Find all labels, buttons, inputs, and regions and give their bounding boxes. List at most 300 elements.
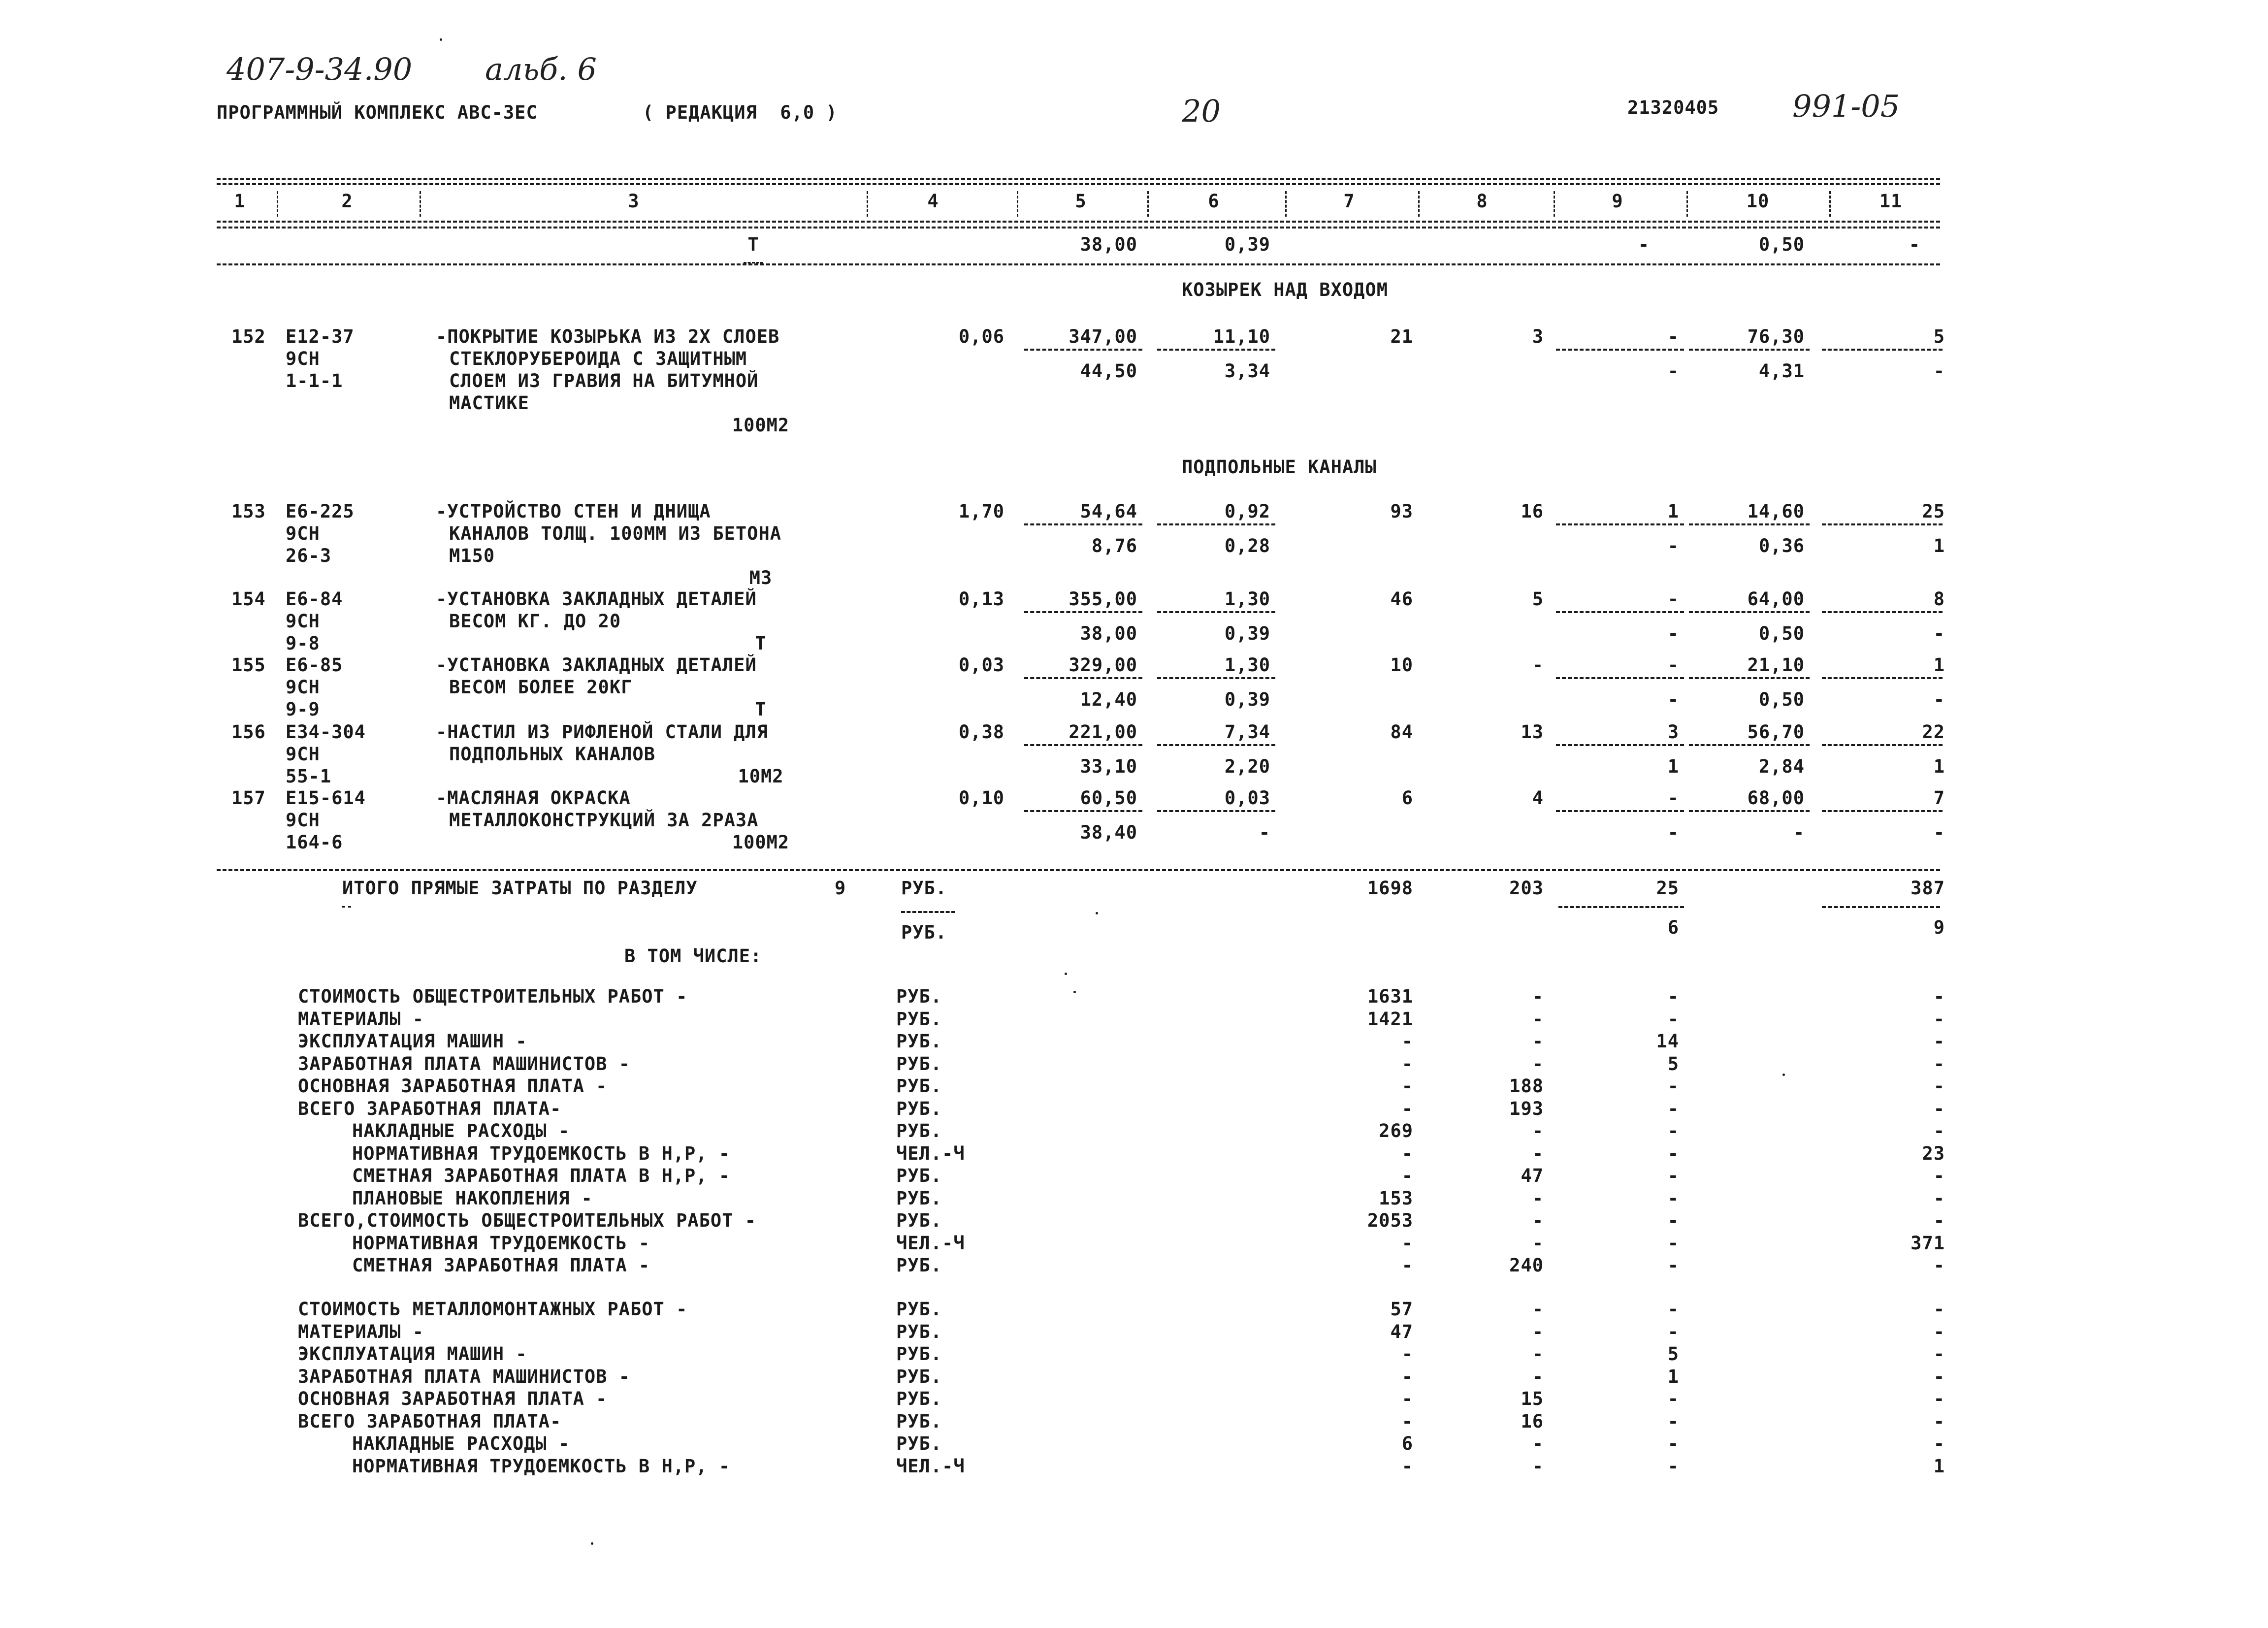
summary-label: ВСЕГО,СТОИМОСТЬ ОБЩЕСТРОИТЕЛЬНЫХ РАБОТ - xyxy=(298,1210,757,1231)
column-separator xyxy=(1147,191,1149,217)
item-rate-book: 9СН xyxy=(286,744,320,765)
item-c7-main: 93 xyxy=(1390,501,1413,522)
summary-unit: РУБ. xyxy=(896,1075,942,1097)
summary-c11: - xyxy=(1933,1410,1945,1432)
item-c7-main: 84 xyxy=(1390,721,1413,743)
summary-c7: - xyxy=(1401,1031,1413,1052)
item-c6-wage: 0,39 xyxy=(1224,689,1270,710)
column-header-5: 5 xyxy=(1075,191,1087,212)
summary-unit: РУБ. xyxy=(896,1165,942,1186)
summary-c7: 2053 xyxy=(1367,1210,1413,1231)
total-unit-2: РУБ. xyxy=(901,922,947,943)
item-rule-c9 xyxy=(1556,677,1684,679)
summary-c8: - xyxy=(1532,1321,1544,1342)
item-c11-main: 25 xyxy=(1922,501,1945,522)
summary-unit: РУБ. xyxy=(896,1120,942,1141)
summary-unit: ЧЕЛ.-Ч xyxy=(896,1232,965,1254)
item-c9-main: 3 xyxy=(1667,721,1679,743)
top-row-rule xyxy=(217,263,1940,265)
summary-c8: - xyxy=(1532,1433,1544,1454)
summary-c8: - xyxy=(1532,986,1544,1007)
item-unit: 100М2 xyxy=(732,415,790,436)
item-number: 156 xyxy=(231,721,266,743)
top-row-c9: - xyxy=(1638,234,1650,255)
column-header-2: 2 xyxy=(341,191,353,212)
item-c5-wage: 38,00 xyxy=(1080,623,1137,644)
item-rate-code: Е12-37 xyxy=(286,326,355,347)
item-number: 155 xyxy=(231,654,266,676)
summary-label: СТОИМОСТЬ МЕТАЛЛОМОНТАЖНЫХ РАБОТ - xyxy=(298,1299,688,1320)
summary-c7: - xyxy=(1401,1388,1413,1409)
item-description-line: ВЕСОМ КГ. ДО 20 xyxy=(449,611,621,632)
item-rate-book: 9СН xyxy=(286,611,320,632)
item-unit: Т xyxy=(755,699,767,720)
summary-label: ЗАРАБОТНАЯ ПЛАТА МАШИНИСТОВ - xyxy=(298,1366,631,1387)
summary-c7: 1421 xyxy=(1367,1008,1413,1030)
total-section: 9 xyxy=(835,878,846,899)
item-rule-c10 xyxy=(1689,677,1810,679)
summary-unit: РУБ. xyxy=(896,1388,942,1409)
item-rate-book: 9СН xyxy=(286,523,320,544)
column-header-11: 11 xyxy=(1879,191,1903,212)
summary-c9: - xyxy=(1667,1142,1679,1164)
item-unit: 100М2 xyxy=(732,832,790,853)
item-c6-main: 1,30 xyxy=(1224,654,1270,676)
item-c5-main: 54,64 xyxy=(1080,501,1137,522)
total-unit: РУБ. xyxy=(901,878,947,899)
summary-c11: - xyxy=(1933,1187,1945,1209)
summary-c8: 15 xyxy=(1521,1388,1544,1409)
item-description-line: КАНАЛОВ ТОЛЩ. 100ММ ИЗ БЕТОНА xyxy=(449,523,782,544)
item-c9-wage: - xyxy=(1667,535,1679,556)
item-c6-wage: - xyxy=(1259,822,1270,843)
summary-c7: - xyxy=(1401,1366,1413,1387)
item-c8-main: 4 xyxy=(1532,787,1544,809)
summary-c8: 47 xyxy=(1521,1165,1544,1186)
summary-c9: 5 xyxy=(1667,1343,1679,1365)
item-rate-code: Е15-614 xyxy=(286,787,366,809)
item-c10-wage: 0,50 xyxy=(1758,689,1805,710)
item-rule-c9 xyxy=(1556,349,1684,351)
item-description-line: СЛОЕМ ИЗ ГРАВИЯ НА БИТУМНОЙ xyxy=(449,370,759,391)
item-rate-code: Е6-225 xyxy=(286,501,355,522)
summary-c7: 47 xyxy=(1390,1321,1413,1342)
summary-c11: - xyxy=(1933,1031,1945,1052)
summary-label: НОРМАТИВНАЯ ТРУДОЕМКОСТЬ - xyxy=(352,1232,650,1254)
item-description-line: ВЕСОМ БОЛЕЕ 20КГ xyxy=(449,677,633,698)
column-separator xyxy=(867,191,868,217)
summary-c11: 1 xyxy=(1933,1455,1945,1477)
summary-c8: - xyxy=(1532,1120,1544,1141)
summary-c9: - xyxy=(1667,986,1679,1007)
item-c6-wage: 0,28 xyxy=(1224,535,1270,556)
summary-c7: - xyxy=(1401,1098,1413,1119)
summary-c11: - xyxy=(1933,1343,1945,1365)
total-c11-second: 9 xyxy=(1933,917,1945,938)
item-c9-main: - xyxy=(1667,654,1679,676)
item-unit: М3 xyxy=(749,567,773,588)
item-c11-main: 5 xyxy=(1933,326,1945,347)
item-c6-main: 11,10 xyxy=(1213,326,1270,347)
summary-c9: - xyxy=(1667,1455,1679,1477)
item-c6-wage: 2,20 xyxy=(1224,756,1270,777)
item-c5-main: 347,00 xyxy=(1069,326,1137,347)
item-rule-c10 xyxy=(1689,744,1810,746)
summary-c9: - xyxy=(1667,1321,1679,1342)
summary-c7: - xyxy=(1401,1075,1413,1097)
summary-c7: - xyxy=(1401,1165,1413,1186)
summary-unit: РУБ. xyxy=(896,1366,942,1387)
column-separator xyxy=(1554,191,1555,217)
item-c6-main: 1,30 xyxy=(1224,588,1270,610)
item-c8-main: - xyxy=(1532,654,1544,676)
including-heading: В ТОМ ЧИСЛЕ: xyxy=(624,945,762,967)
summary-c9: - xyxy=(1667,1075,1679,1097)
summary-c11: - xyxy=(1933,1098,1945,1119)
item-rate-code: Е6-84 xyxy=(286,588,343,610)
summary-label: СТОИМОСТЬ ОБЩЕСТРОИТЕЛЬНЫХ РАБОТ - xyxy=(298,986,688,1007)
summary-c9: - xyxy=(1667,1299,1679,1320)
column-header-8: 8 xyxy=(1476,191,1488,212)
item-description-line: ПОДПОЛЬНЫХ КАНАЛОВ xyxy=(449,744,655,765)
top-row-c10: 0,50 xyxy=(1758,234,1805,255)
item-c6-wage: 0,39 xyxy=(1224,623,1270,644)
summary-c9: - xyxy=(1667,1008,1679,1030)
summary-c8: - xyxy=(1532,1142,1544,1164)
item-rule-c5 xyxy=(1024,744,1142,746)
summary-c11: - xyxy=(1933,1120,1945,1141)
item-rule-c6 xyxy=(1157,349,1275,351)
summary-c8: 193 xyxy=(1509,1098,1544,1119)
summary-c8: - xyxy=(1532,1232,1544,1254)
summary-unit: РУБ. xyxy=(896,1210,942,1231)
item-description-line: -НАСТИЛ ИЗ РИФЛЕНОЙ СТАЛИ ДЛЯ xyxy=(436,721,769,743)
item-rule-c9 xyxy=(1556,744,1684,746)
item-quantity: 0,13 xyxy=(958,588,1004,610)
doc-code-handwritten: 407-9-34.90 xyxy=(227,51,413,87)
items-end-rule xyxy=(217,869,1940,871)
total-c11-rule xyxy=(1822,906,1940,908)
item-description-line: -УСТАНОВКА ЗАКЛАДНЫХ ДЕТАЛЕЙ xyxy=(436,654,757,676)
item-rule-c11 xyxy=(1822,810,1943,812)
summary-unit: РУБ. xyxy=(896,1031,942,1052)
item-description-line: -УСТРОЙСТВО СТЕН И ДНИЩА xyxy=(436,501,711,522)
item-c5-wage: 33,10 xyxy=(1080,756,1137,777)
item-c11-wage: 1 xyxy=(1933,756,1945,777)
item-rule-c11 xyxy=(1822,677,1943,679)
item-c6-wage: 3,34 xyxy=(1224,360,1270,382)
total-unit-rule xyxy=(901,911,955,913)
item-rate-ref: 164-6 xyxy=(286,832,343,853)
item-c11-main: 1 xyxy=(1933,654,1945,676)
item-quantity: 0,10 xyxy=(958,787,1004,809)
section-title-canopy: КОЗЫРЕК НАД ВХОДОМ xyxy=(1182,279,1388,300)
summary-unit: РУБ. xyxy=(896,1008,942,1030)
summary-c7: 153 xyxy=(1379,1187,1413,1209)
item-c10-main: 21,10 xyxy=(1747,654,1805,676)
item-c8-main: 5 xyxy=(1532,588,1544,610)
item-rate-ref: 1-1-1 xyxy=(286,370,343,391)
summary-c11: - xyxy=(1933,1321,1945,1342)
item-rule-c6 xyxy=(1157,523,1275,525)
item-description-line: -МАСЛЯНАЯ ОКРАСКА xyxy=(436,787,631,809)
item-c10-main: 76,30 xyxy=(1747,326,1805,347)
item-rate-book: 9СН xyxy=(286,348,320,369)
column-header-7: 7 xyxy=(1343,191,1355,212)
summary-c9: - xyxy=(1667,1210,1679,1231)
summary-c9: 14 xyxy=(1656,1031,1679,1052)
summary-c7: - xyxy=(1401,1455,1413,1477)
item-rate-ref: 26-3 xyxy=(286,545,332,566)
summary-label: ВСЕГО ЗАРАБОТНАЯ ПЛАТА- xyxy=(298,1410,562,1432)
total-label: ИТОГО ПРЯМЫЕ ЗАТРАТЫ ПО РАЗДЕЛУ xyxy=(342,878,698,899)
item-c8-main: 13 xyxy=(1521,721,1544,743)
summary-c9: - xyxy=(1667,1255,1679,1276)
item-c5-main: 221,00 xyxy=(1069,721,1137,743)
item-c10-wage: 0,50 xyxy=(1758,623,1805,644)
item-c9-wage: - xyxy=(1667,689,1679,710)
summary-c9: - xyxy=(1667,1187,1679,1209)
summary-c7: 6 xyxy=(1401,1433,1413,1454)
item-c6-main: 0,03 xyxy=(1224,787,1270,809)
summary-c11: - xyxy=(1933,1388,1945,1409)
item-c6-main: 7,34 xyxy=(1224,721,1270,743)
summary-label: ПЛАНОВЫЕ НАКОПЛЕНИЯ - xyxy=(352,1187,593,1209)
column-header-6: 6 xyxy=(1208,191,1220,212)
item-c5-wage: 38,40 xyxy=(1080,822,1137,843)
column-header-4: 4 xyxy=(927,191,939,212)
summary-label: СМЕТНАЯ ЗАРАБОТНАЯ ПЛАТА В Н,Р, - xyxy=(352,1165,731,1186)
summary-c11: - xyxy=(1933,1075,1945,1097)
summary-c8: - xyxy=(1532,1210,1544,1231)
summary-c7: 1631 xyxy=(1367,986,1413,1007)
summary-label: ЗАРАБОТНАЯ ПЛАТА МАШИНИСТОВ - xyxy=(298,1053,631,1074)
total-c9-rule xyxy=(1558,906,1684,908)
summary-unit: РУБ. xyxy=(896,1299,942,1320)
column-header-9: 9 xyxy=(1612,191,1623,212)
item-c9-main: - xyxy=(1667,787,1679,809)
summary-c8: - xyxy=(1532,1031,1544,1052)
item-c9-wage: - xyxy=(1667,822,1679,843)
item-c10-main: 64,00 xyxy=(1747,588,1805,610)
total-c9: 25 xyxy=(1656,878,1679,899)
item-rule-c9 xyxy=(1556,523,1684,525)
item-c7-main: 46 xyxy=(1390,588,1413,610)
summary-label: НОРМАТИВНАЯ ТРУДОЕМКОСТЬ В Н,Р, - xyxy=(352,1455,731,1477)
summary-unit: РУБ. xyxy=(896,1187,942,1209)
item-rule-c5 xyxy=(1024,611,1142,613)
summary-c11: - xyxy=(1933,986,1945,1007)
item-c10-wage: 4,31 xyxy=(1758,360,1805,382)
summary-unit: РУБ. xyxy=(896,1410,942,1432)
item-c5-main: 355,00 xyxy=(1069,588,1137,610)
item-rule-c10 xyxy=(1689,349,1810,351)
summary-label: ОСНОВНАЯ ЗАРАБОТНАЯ ПЛАТА - xyxy=(298,1388,608,1409)
item-rule-c9 xyxy=(1556,810,1684,812)
item-rule-c6 xyxy=(1157,810,1275,812)
item-c11-wage: - xyxy=(1933,822,1945,843)
top-row-unit: Т xyxy=(747,234,759,255)
item-c11-wage: - xyxy=(1933,623,1945,644)
scan-speck xyxy=(591,1542,593,1545)
summary-c11: - xyxy=(1933,1299,1945,1320)
item-description-line: МЕТАЛЛОКОНСТРУКЦИЙ ЗА 2РАЗА xyxy=(449,810,759,831)
summary-c9: - xyxy=(1667,1165,1679,1186)
summary-label: МАТЕРИАЛЫ - xyxy=(298,1008,424,1030)
item-rule-c11 xyxy=(1822,523,1943,525)
summary-c11: - xyxy=(1933,1053,1945,1074)
summary-c9: - xyxy=(1667,1098,1679,1119)
header-rule-bottom xyxy=(217,221,1940,223)
item-c5-main: 329,00 xyxy=(1069,654,1137,676)
summary-label: НАКЛАДНЫЕ РАСХОДЫ - xyxy=(352,1120,570,1141)
column-header-1: 1 xyxy=(234,191,246,212)
summary-c11: - xyxy=(1933,1008,1945,1030)
summary-c11: 371 xyxy=(1911,1232,1945,1254)
summary-label: ЭКСПЛУАТАЦИЯ МАШИН - xyxy=(298,1031,527,1052)
item-rate-code: Е34-304 xyxy=(286,721,366,743)
item-rule-c11 xyxy=(1822,611,1943,613)
item-rule-c10 xyxy=(1689,810,1810,812)
program-title: ПРОГРАММНЫЙ КОМПЛЕКС АВС-3ЕС xyxy=(217,102,538,123)
item-rate-code: Е6-85 xyxy=(286,654,343,676)
item-rule-c5 xyxy=(1024,349,1142,351)
item-c9-wage: 1 xyxy=(1667,756,1679,777)
item-description-line: -УСТАНОВКА ЗАКЛАДНЫХ ДЕТАЛЕЙ xyxy=(436,588,757,610)
summary-c11: - xyxy=(1933,1255,1945,1276)
item-c5-wage: 12,40 xyxy=(1080,689,1137,710)
item-c11-main: 22 xyxy=(1922,721,1945,743)
total-label-tick xyxy=(342,906,351,908)
column-separator xyxy=(1829,191,1831,217)
scan-speck xyxy=(1065,973,1067,975)
item-c9-main: - xyxy=(1667,588,1679,610)
item-c7-main: 21 xyxy=(1390,326,1413,347)
item-unit: 10М2 xyxy=(738,766,784,787)
item-c11-main: 8 xyxy=(1933,588,1945,610)
summary-c7: - xyxy=(1401,1343,1413,1365)
item-c6-main: 0,92 xyxy=(1224,501,1270,522)
summary-c8: 188 xyxy=(1509,1075,1544,1097)
item-c9-wage: - xyxy=(1667,623,1679,644)
summary-unit: РУБ. xyxy=(896,986,942,1007)
item-c10-wage: - xyxy=(1793,822,1805,843)
album-handwritten: альб. 6 xyxy=(485,51,597,87)
header-rule-bottom-2 xyxy=(217,227,1940,228)
item-c11-wage: 1 xyxy=(1933,535,1945,556)
summary-c7: 57 xyxy=(1390,1299,1413,1320)
item-rule-c5 xyxy=(1024,810,1142,812)
item-rate-book: 9СН xyxy=(286,677,320,698)
item-rate-ref: 9-9 xyxy=(286,699,320,720)
item-c5-wage: 8,76 xyxy=(1091,535,1137,556)
item-number: 152 xyxy=(231,326,266,347)
summary-c7: - xyxy=(1401,1142,1413,1164)
item-rule-c9 xyxy=(1556,611,1684,613)
summary-unit: РУБ. xyxy=(896,1053,942,1074)
item-rule-c5 xyxy=(1024,523,1142,525)
summary-label: ВСЕГО ЗАРАБОТНАЯ ПЛАТА- xyxy=(298,1098,562,1119)
item-c5-main: 60,50 xyxy=(1080,787,1137,809)
summary-unit: РУБ. xyxy=(896,1098,942,1119)
item-number: 154 xyxy=(231,588,266,610)
item-rule-c6 xyxy=(1157,677,1275,679)
summary-label: МАТЕРИАЛЫ - xyxy=(298,1321,424,1342)
summary-unit: РУБ. xyxy=(896,1255,942,1276)
item-number: 157 xyxy=(231,787,266,809)
summary-unit: ЧЕЛ.-Ч xyxy=(896,1142,965,1164)
item-unit: Т xyxy=(755,633,767,654)
column-separator xyxy=(1418,191,1420,217)
scan-speck xyxy=(440,38,442,41)
item-c11-wage: - xyxy=(1933,360,1945,382)
summary-c7: - xyxy=(1401,1410,1413,1432)
total-c11: 387 xyxy=(1911,878,1945,899)
item-c9-main: 1 xyxy=(1667,501,1679,522)
page-number: 20 xyxy=(1182,93,1221,129)
total-c7: 1698 xyxy=(1367,878,1413,899)
item-c9-wage: - xyxy=(1667,360,1679,382)
top-row-c6: 0,39 xyxy=(1224,234,1270,255)
column-separator xyxy=(1017,191,1018,217)
summary-c8: - xyxy=(1532,1187,1544,1209)
top-row-c11: - xyxy=(1909,234,1920,255)
summary-c7: - xyxy=(1401,1255,1413,1276)
summary-c7: - xyxy=(1401,1053,1413,1074)
summary-unit: РУБ. xyxy=(896,1433,942,1454)
item-c11-wage: - xyxy=(1933,689,1945,710)
summary-label: СМЕТНАЯ ЗАРАБОТНАЯ ПЛАТА - xyxy=(352,1255,650,1276)
item-c10-wage: 2,84 xyxy=(1758,756,1805,777)
scan-speck xyxy=(1073,991,1076,993)
header-rule-top xyxy=(217,178,1940,180)
summary-c11: 23 xyxy=(1922,1142,1945,1164)
item-rule-c10 xyxy=(1689,523,1810,525)
item-rule-c11 xyxy=(1822,349,1943,351)
summary-c8: - xyxy=(1532,1008,1544,1030)
item-c8-main: 16 xyxy=(1521,501,1544,522)
column-separator xyxy=(1686,191,1688,217)
summary-c11: - xyxy=(1933,1366,1945,1387)
summary-unit: РУБ. xyxy=(896,1321,942,1342)
item-c10-main: 14,60 xyxy=(1747,501,1805,522)
item-c7-main: 6 xyxy=(1401,787,1413,809)
summary-c9: - xyxy=(1667,1388,1679,1409)
summary-label: НОРМАТИВНАЯ ТРУДОЕМКОСТЬ В Н,Р, - xyxy=(352,1142,731,1164)
column-header-10: 10 xyxy=(1746,191,1770,212)
summary-c9: - xyxy=(1667,1120,1679,1141)
summary-c7: 269 xyxy=(1379,1120,1413,1141)
program-edition: ( РЕДАКЦИЯ 6,0 ) xyxy=(643,102,838,123)
item-c7-main: 10 xyxy=(1390,654,1413,676)
item-rule-c5 xyxy=(1024,677,1142,679)
summary-c8: - xyxy=(1532,1366,1544,1387)
item-rule-c10 xyxy=(1689,611,1810,613)
column-separator xyxy=(277,191,278,217)
item-c11-main: 7 xyxy=(1933,787,1945,809)
item-c8-main: 3 xyxy=(1532,326,1544,347)
item-description-line: -ПОКРЫТИЕ КОЗЫРЬКА ИЗ 2Х СЛОЕВ xyxy=(436,326,780,347)
summary-c8: - xyxy=(1532,1299,1544,1320)
scan-speck xyxy=(1782,1074,1785,1076)
column-separator xyxy=(1285,191,1287,217)
column-header-3: 3 xyxy=(628,191,640,212)
summary-c9: - xyxy=(1667,1232,1679,1254)
item-c10-main: 68,00 xyxy=(1747,787,1805,809)
header-rule-top-2 xyxy=(217,183,1940,185)
summary-unit: ЧЕЛ.-Ч xyxy=(896,1455,965,1477)
column-separator xyxy=(420,191,421,217)
